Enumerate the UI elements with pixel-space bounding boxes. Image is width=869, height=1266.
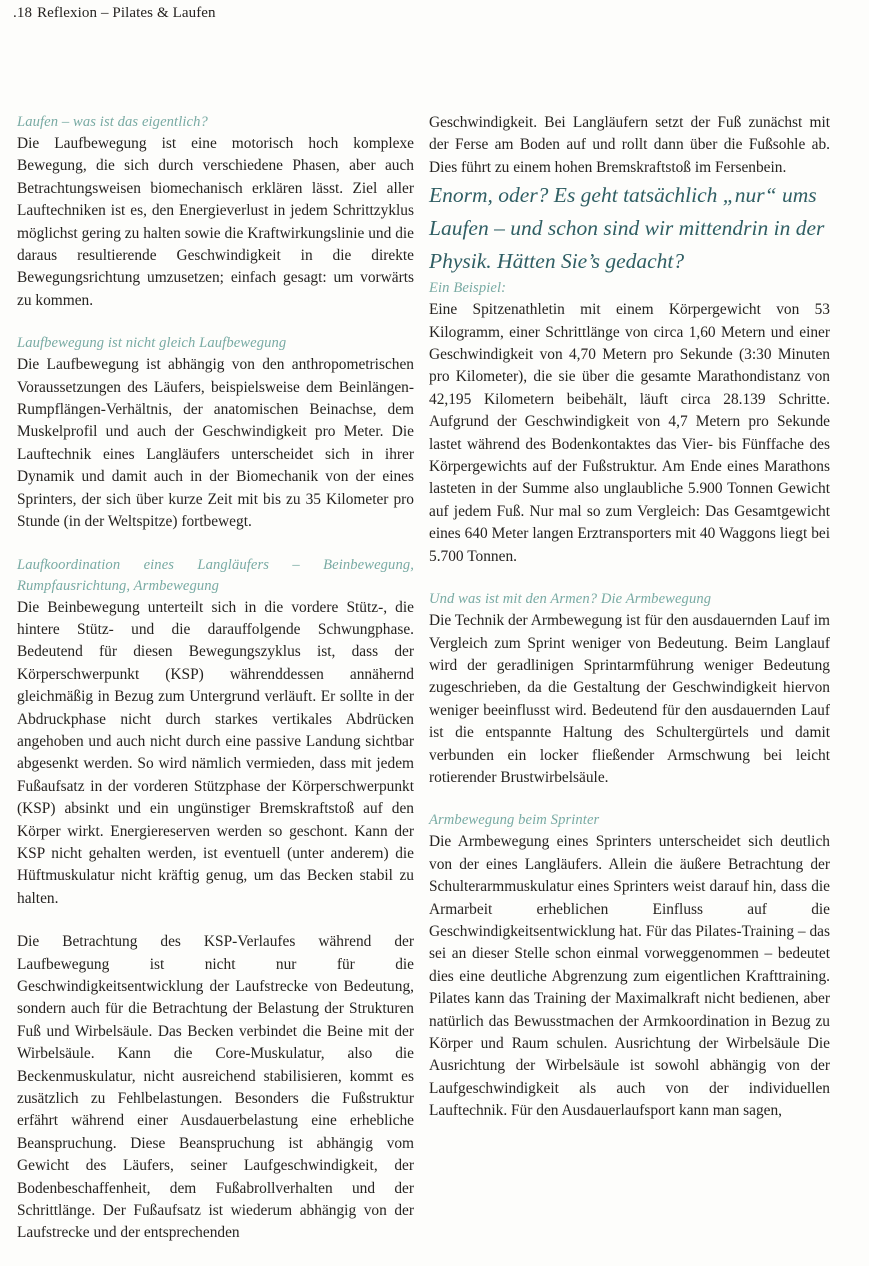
section-beispiel (429, 278, 830, 568)
section-laufbewegung (17, 333, 414, 533)
section-heading: Armbewegung beim Sprinter (429, 812, 600, 829)
body-paragraph: Die Technik der Armbewegung ist für den ausdauernden Lauf im Vergleich zum Sprint weniger von Bedeutung. Beim Langlauf wird der geradlinigen Sprintarmführung weniger Bedeutung zugeschrieben, da die Gestaltung der Geschwindigkeit hiervon weniger beeinflusst wird. Bedeutend für den ausdauernden Lauf ist die entspannte Haltung des Schultergürtels und damit verbunden ein locker fließender Armschwung bei leicht rotierender Brustwirbelsäule. (429, 612, 830, 786)
body-paragraph: Die Laufbewegung ist abhängig von den anthropometrischen Voraussetzungen des Läufers, beispielsweise dem Beinlängen-Rumpflängen-Verhältnis, der anatomischen Beinachse, dem Muskelprofil und auch der Geschwindigkeit pro Meter. Die Lauftechnik eines Langläufers unterscheidet sich in ihrer Dynamik und damit auch in der Biomechanik von der eines Sprinters, der sich über kurze Zeit mit bis zu 35 Kilometer pro Stunde (in der Weltspitze) fortbewegt. (17, 356, 414, 531)
section-armbewegung (429, 589, 830, 789)
running-title: Reflexion – Pilates & Laufen (37, 5, 216, 21)
right-column (429, 112, 830, 1144)
section-laufkoordination (17, 555, 414, 911)
section-heading: Laufbewegung ist nicht gleich Laufbewegung (17, 335, 287, 352)
section-heading: Ein Beispiel: (429, 280, 507, 297)
body-paragraph: Eine Spitzenathletin mit einem Körpergewicht von 53 Kilogramm, einer Schrittlänge von circa 1,60 Metern und einer Geschwindigkeit von 4,70 Metern pro Sekunde (3:30 Minuten pro Kilometer), die sie über die gesamte Marathondistanz von 42,195 Kilometern beibehält, läuft circa 28.139 Schritte. Aufgrund der Geschwindigkeit von 4,7 Metern pro Sekunde lastet während des Bodenkontaktes das Vier- bis Fünffache des Körpergewichts auf der Fußstruktur. Am Ende eines Marathons lasteten in der Summe also unglaubliche 5.900 Tonnen Gewicht auf jedem Fuß. Nur mal so zum Vergleich: Das Gesamtgewicht eines 640 Meter langen Erztransporters mit 40 Waggons liegt bei 5.700 Tonnen. (429, 301, 830, 565)
pull-quote: Enorm, oder? Es geht tatsächlich „nur“ ums Laufen – und schon sind wir mittendrin in der Physik. Hätten Sie’s gedacht? (429, 183, 825, 274)
left-column (17, 112, 414, 1266)
body-paragraph: Die Armbewegung eines Sprinters unterscheidet sich deutlich von der eines Langläufers. Allein die äußere Betrachtung der Schulterarmmuskulatur eines Sprinters weist darauf hin, dass die Armarbeit erheblichen Einfluss auf die Geschwindigkeitsentwicklung hat. Für das Pilates-Training – das sei an dieser Stelle schon einmal vorweggenommen – bedeutet dies eine deutliche Abgrenzung zum eigentlichen Krafttraining. Pilates kann das Training der Maximalkraft nicht bedienen, aber natürlich das Bewusstmachen der Armkoordination in Bezug zu Körper und Raum schulen. Ausrichtung der Wirbelsäule Die Ausrichtung der Wirbelsäule ist sowohl abhängig von der Laufgeschwindigkeit als auch von der individuellen Lauftechnik. Für den Ausdauerlaufsport kann man sagen, (429, 833, 830, 1120)
body-paragraph: Die Laufbewegung ist eine motorisch hoch komplexe Bewegung, die sich durch verschiedene Phasen, aber auch Betrachtungsweisen biomechanisch erklären lässt. Ziel aller Lauftechniken ist es, den Energieverlust in jedem Schrittzyklus möglichst gering zu halten sowie die Kraftwirkungslinie und die daraus resultierende Geschwindigkeit in die direkte Bewegungsrichtung umzusetzen; einfach gesagt: um vorwärts zu kommen. (17, 135, 414, 309)
running-head (13, 5, 216, 22)
section-laufen (17, 112, 414, 312)
section-heading: Und was ist mit den Armen? Die Armbewegung (429, 591, 712, 608)
section-heading: Laufen – was ist das eigentlich? (17, 114, 208, 130)
body-paragraph: Die Beinbewegung unterteilt sich in die vordere Stütz-, die hintere Stütz- und die darauffolgende Schwungphase. Bedeutend für diesen Bewegungszyklus ist, dass der Körperschwerpunkt (KSP) währenddessen annähernd gleichmäßig in Bezug zum Untergrund verläuft. Er sollte in der Abdruckphase nicht durch starkes vertikales Abdrücken angehoben und auch nicht durch eine passive Landung sichtbar abgesenkt werden. So wird nämlich vermieden, dass mit jedem Fußaufsatz in der vorderen Stützphase der Körperschwerpunkt (KSP) absinkt und ein ungünstiger Bremskraftstoß auf den Körper wirkt. Energiereserven werden so geschont. Kann der KSP nicht gehalten werden, ist eventuell (unter anderem) die Hüftmuskulatur nicht kräftig genug, um das Becken stabil zu halten. (17, 598, 414, 907)
section-ksp-verlauf (17, 931, 414, 1245)
section-heading: Laufkoordination eines Langläufers – Beinbewegung, Rumpfausrichtung, Armbewegung (17, 556, 414, 594)
body-paragraph-continued: Geschwindigkeit. Bei Langläufern setzt der Fuß zunächst mit der Ferse am Boden auf und rollt dann über die Fußsohle ab. Dies führt zu einem hohen Bremskraftstoß im Fersenbein. (429, 114, 830, 176)
section-sprinter (429, 810, 830, 1122)
body-paragraph: Die Betrachtung des KSP-Verlaufes während der Laufbewegung ist nicht nur für die Geschwindigkeitsentwicklung der Laufstrecke von Bedeutung, sondern auch für die Betrachtung der Belastung der Strukturen Fuß und Wirbelsäule. Das Becken verbindet die Beine mit der Wirbelsäule. Kann die Core-Muskulatur, also die Beckenmuskulatur, nicht ausreichend stabilisieren, kommt es zusätzlich zu Fehlbelastungen. Besonders die Fußstruktur erfährt während einer Ausdauerbelastung eine erhebliche Beanspruchung. Diese Beanspruchung ist abhängig vom Gewicht des Läufers, seiner Laufgeschwindigkeit, der Bodenbeschaffenheit, dem Fußabrollverhalten und der Schrittlänge. Der Fußaufsatz ist wiederum abhängig von der Laufstrecke und der entsprechenden (17, 933, 414, 1242)
page-number: .18 (13, 5, 33, 21)
